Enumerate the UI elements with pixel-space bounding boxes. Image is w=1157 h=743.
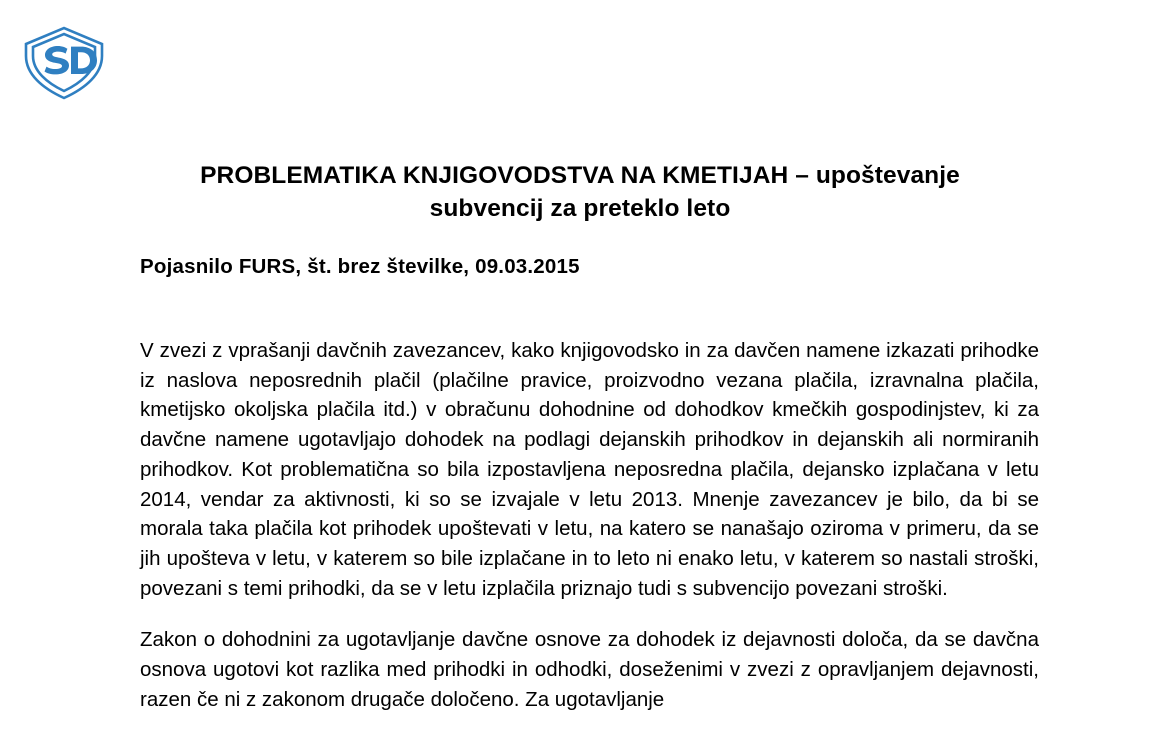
title-line-2: subvencij za preteklo leto	[429, 194, 731, 222]
title-line-1: PROBLEMATIKA KNJIGOVODSTVA NA KMETIJAH – upoštevanje	[200, 162, 960, 189]
slide-title	[140, 160, 1020, 225]
slide-body	[140, 336, 1039, 715]
body-paragraph-1: V zvezi z vprašanji davčnih zavezancev, kako knjigovodsko in za davčen namene izkazati prihodke iz naslova neposrednih plačil (plačilne pravice, proizvodno vezana plačila, izravnalna plačila, kmetijsko okoljska plačila itd.) v obračunu dohodnine od dohodkov kmečkih gospodinjstev, ki za davčne namene ugotavljajo dohodek na podlagi dejanskih prihodkov in dejanskih ali normiranih prihodkov. Kot problematična so bila izpostavljena neposredna plačila, dejansko izplačana v letu 2014, vendar za aktivnosti, ki so se izvajale v letu 2013. Mnenje zavezancev je bilo, da bi se morala taka plačila kot prihodek upoštevati v letu, na katero se nanašajo oziroma v primeru, da se jih upošteva v letu, v katerem so bile izplačane in to leto ni enako letu, v katerem so nastali stroški, povezani s temi prihodki, da se v letu izplačila priznajo tudi s subvencijo povezani stroški.	[140, 339, 1039, 600]
slide-subtitle: Pojasnilo FURS, št. brez številke, 09.03.2015	[140, 255, 580, 278]
body-paragraph-2: Zakon o dohodnini za ugotavljanje davčne osnove za dohodek iz dejavnosti določa, da se davčna osnova ugotovi kot razlika med prihodki in odhodki, doseženimi v zvezi z opravljanjem dejavnosti, razen če ni z zakonom drugače določeno. Za ugotavljanje	[140, 628, 1039, 711]
sd-shield-logo-icon	[18, 22, 110, 102]
